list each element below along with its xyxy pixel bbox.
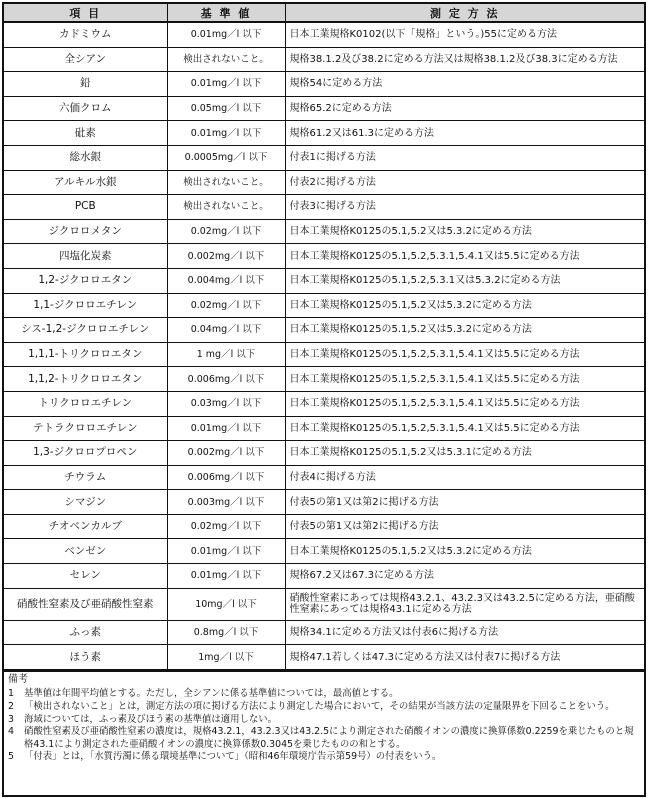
item-cell: 四塩化炭素: [4, 244, 167, 269]
table-row: [4, 416, 644, 441]
note-number: 1: [8, 688, 14, 700]
item-cell: ふっ素: [4, 620, 167, 645]
item-cell: 1,3-ジクロロプロペン: [4, 441, 167, 466]
item-cell: 1,1-ジクロロエチレン: [4, 293, 167, 318]
standard-cell: 0.003mg／l 以下: [167, 490, 285, 515]
standard-cell: 0.006mg／l 以下: [167, 465, 285, 490]
header-method: 測 定 方 法: [285, 4, 644, 22]
standards-table: [4, 4, 644, 670]
note-text: 海域については，ふっ素及びほう素の基準値は適用しない。: [24, 713, 277, 725]
note-text: 「付表」とは，「水質汚濁に係る環境基準について」（昭和46年環境庁告示第59号）の付表をいう。: [24, 751, 442, 763]
standard-cell: 0.02mg／l 以下: [167, 514, 285, 539]
method-cell: 付表3に掲げる方法: [285, 195, 644, 220]
standard-cell: 検出されないこと。: [167, 170, 285, 195]
item-cell: シス-1,2-ジクロロエチレン: [4, 318, 167, 343]
note-text: 基準値は年間平均値とする。ただし，全シアンに係る基準値については，最高値とする。: [24, 688, 399, 700]
standard-cell: 0.01mg／l 以下: [167, 121, 285, 146]
item-cell: トリクロロエチレン: [4, 391, 167, 416]
table-row: [4, 145, 644, 170]
standard-cell: 0.004mg／l 以下: [167, 268, 285, 293]
table-row: [4, 465, 644, 490]
note-item: [8, 726, 638, 751]
table-row: [4, 367, 644, 392]
table-row: [4, 22, 644, 47]
item-cell: セレン: [4, 564, 167, 589]
method-cell: 付表2に掲げる方法: [285, 170, 644, 195]
notes-list: [8, 688, 638, 764]
method-cell: 日本工業規格K0125の5.1,5.2,5.3.1,5.4.1又は5.5に定める方法: [285, 367, 644, 392]
standard-cell: 検出されないこと。: [167, 195, 285, 220]
item-cell: PCB: [4, 195, 167, 220]
item-cell: テトラクロロエチレン: [4, 416, 167, 441]
note-number: 3: [8, 713, 14, 725]
standard-cell: 0.0005mg／l 以下: [167, 145, 285, 170]
table-row: [4, 293, 644, 318]
item-cell: アルキル水銀: [4, 170, 167, 195]
table-row: [4, 170, 644, 195]
header-standard: 基 準 値: [167, 4, 285, 22]
table-row: [4, 268, 644, 293]
standard-cell: 0.01mg／l 以下: [167, 539, 285, 564]
standard-cell: 0.04mg／l 以下: [167, 318, 285, 343]
item-cell: チウラム: [4, 465, 167, 490]
table-row: [4, 96, 644, 121]
table-row: [4, 539, 644, 564]
standard-cell: 0.01mg／l 以下: [167, 22, 285, 47]
standard-cell: 0.006mg／l 以下: [167, 367, 285, 392]
method-cell: 日本工業規格K0125の5.1,5.2又は5.3.2に定める方法: [285, 539, 644, 564]
note-text: 「検出されないこと」とは，測定方法の項に掲げる方法により測定した場合において，その結果が当該方法の定量限界を下回ることをいう。: [24, 701, 615, 713]
method-cell: 日本工業規格K0125の5.1,5.2,5.3.1,5.4.1又は5.5に定める方法: [285, 244, 644, 269]
table-header-row: [4, 4, 644, 22]
table-row: [4, 342, 644, 367]
notes-section: [4, 670, 644, 795]
standard-cell: 0.01mg／l 以下: [167, 416, 285, 441]
table-row: [4, 441, 644, 466]
item-cell: 硝酸性窒素及び亜硝酸性窒素: [4, 588, 167, 620]
table-row: [4, 121, 644, 146]
standard-cell: 10mg／l 以下: [167, 588, 285, 620]
item-cell: シマジン: [4, 490, 167, 515]
table-row: [4, 391, 644, 416]
method-cell: 日本工業規格K0125の5.1,5.2,5.3.1,5.4.1又は5.5に定める方法: [285, 342, 644, 367]
method-cell: 規格34.1に定める方法又は付表6に掲げる方法: [285, 620, 644, 645]
standard-cell: 0.05mg／l 以下: [167, 96, 285, 121]
method-cell: 日本工業規格K0125の5.1,5.2,5.3.1又は5.3.2に定める方法: [285, 268, 644, 293]
method-cell: 日本工業規格K0102(以下「規格」という。)55に定める方法: [285, 22, 644, 47]
note-item: [8, 751, 638, 764]
method-cell: 規格38.1.2及び38.2に定める方法又は規格38.1.2及び38.3に定める方法: [285, 47, 644, 72]
table-row: [4, 318, 644, 343]
method-cell: 日本工業規格K0125の5.1,5.2又は5.3.2に定める方法: [285, 318, 644, 343]
method-cell: 付表1に掲げる方法: [285, 145, 644, 170]
table-row: [4, 645, 644, 670]
standard-cell: 0.8mg／l 以下: [167, 620, 285, 645]
method-cell: 日本工業規格K0125の5.1,5.2又は5.3.2に定める方法: [285, 219, 644, 244]
table-row: [4, 195, 644, 220]
note-item: [8, 714, 638, 727]
item-cell: ほう素: [4, 645, 167, 670]
method-cell: 硝酸性窒素にあっては規格43.2.1、43.2.3又は43.2.5に定める方法，亜硝酸性窒素にあっては規格43.1に定める方法: [285, 588, 644, 620]
standard-cell: 0.03mg／l 以下: [167, 391, 285, 416]
method-cell: 日本工業規格K0125の5.1,5.2,5.3.1,5.4.1又は5.5に定める方法: [285, 391, 644, 416]
method-cell: 付表5の第1又は第2に掲げる方法: [285, 514, 644, 539]
standard-cell: 0.01mg／l 以下: [167, 72, 285, 97]
table-row: [4, 620, 644, 645]
standard-cell: 0.02mg／l 以下: [167, 219, 285, 244]
table-row: [4, 564, 644, 589]
note-number: 4: [8, 726, 14, 738]
standard-cell: 1 mg／l 以下: [167, 342, 285, 367]
method-cell: 規格47.1若しくは47.3に定める方法又は付表7に掲げる方法: [285, 645, 644, 670]
standard-cell: 0.01mg／l 以下: [167, 564, 285, 589]
table-row: [4, 588, 644, 620]
table-row: [4, 244, 644, 269]
item-cell: カドミウム: [4, 22, 167, 47]
item-cell: チオベンカルブ: [4, 514, 167, 539]
table-row: [4, 47, 644, 72]
item-cell: 鉛: [4, 72, 167, 97]
item-cell: 1,1,2-トリクロロエタン: [4, 367, 167, 392]
item-cell: 砒素: [4, 121, 167, 146]
method-cell: 付表5の第1又は第2に掲げる方法: [285, 490, 644, 515]
note-item: [8, 688, 638, 701]
standard-cell: 0.02mg／l 以下: [167, 293, 285, 318]
note-text: 硝酸性窒素及び亜硝酸性窒素の濃度は，規格43.2.1，43.2.3又は43.2.5により測定された硝酸イオンの濃度に換算係数0.2259を乗じたものと規格43.1により測定された亜硝酸イオンの濃度に換算係数0.3045を乗じたものの和とする。: [24, 726, 634, 750]
table-row: [4, 219, 644, 244]
table-row: [4, 514, 644, 539]
method-cell: 規格54に定める方法: [285, 72, 644, 97]
item-cell: ベンゼン: [4, 539, 167, 564]
item-cell: ジクロロメタン: [4, 219, 167, 244]
item-cell: 1,2-ジクロロエタン: [4, 268, 167, 293]
method-cell: 日本工業規格K0125の5.1,5.2又は5.3.2に定める方法: [285, 293, 644, 318]
standard-cell: 検出されないこと。: [167, 47, 285, 72]
standard-cell: 0.002mg／l 以下: [167, 244, 285, 269]
item-cell: 1,1,1-トリクロロエタン: [4, 342, 167, 367]
method-cell: 付表4に掲げる方法: [285, 465, 644, 490]
table-row: [4, 72, 644, 97]
standards-document: [2, 2, 646, 797]
header-item: 項 目: [4, 4, 167, 22]
method-cell: 日本工業規格K0125の5.1,5.2又は5.3.1に定める方法: [285, 441, 644, 466]
table-row: [4, 490, 644, 515]
item-cell: 全シアン: [4, 47, 167, 72]
note-number: 5: [8, 751, 14, 763]
item-cell: 六価クロム: [4, 96, 167, 121]
standard-cell: 1mg／l 以下: [167, 645, 285, 670]
notes-title: 備考: [8, 673, 28, 685]
method-cell: 規格61.2又は61.3に定める方法: [285, 121, 644, 146]
standard-cell: 0.002mg／l 以下: [167, 441, 285, 466]
item-cell: 総水銀: [4, 145, 167, 170]
note-item: [8, 701, 638, 714]
method-cell: 規格67.2又は67.3に定める方法: [285, 564, 644, 589]
method-cell: 規格65.2に定める方法: [285, 96, 644, 121]
method-cell: 日本工業規格K0125の5.1,5.2,5.3.1,5.4.1又は5.5に定める方法: [285, 416, 644, 441]
note-number: 2: [8, 701, 14, 713]
